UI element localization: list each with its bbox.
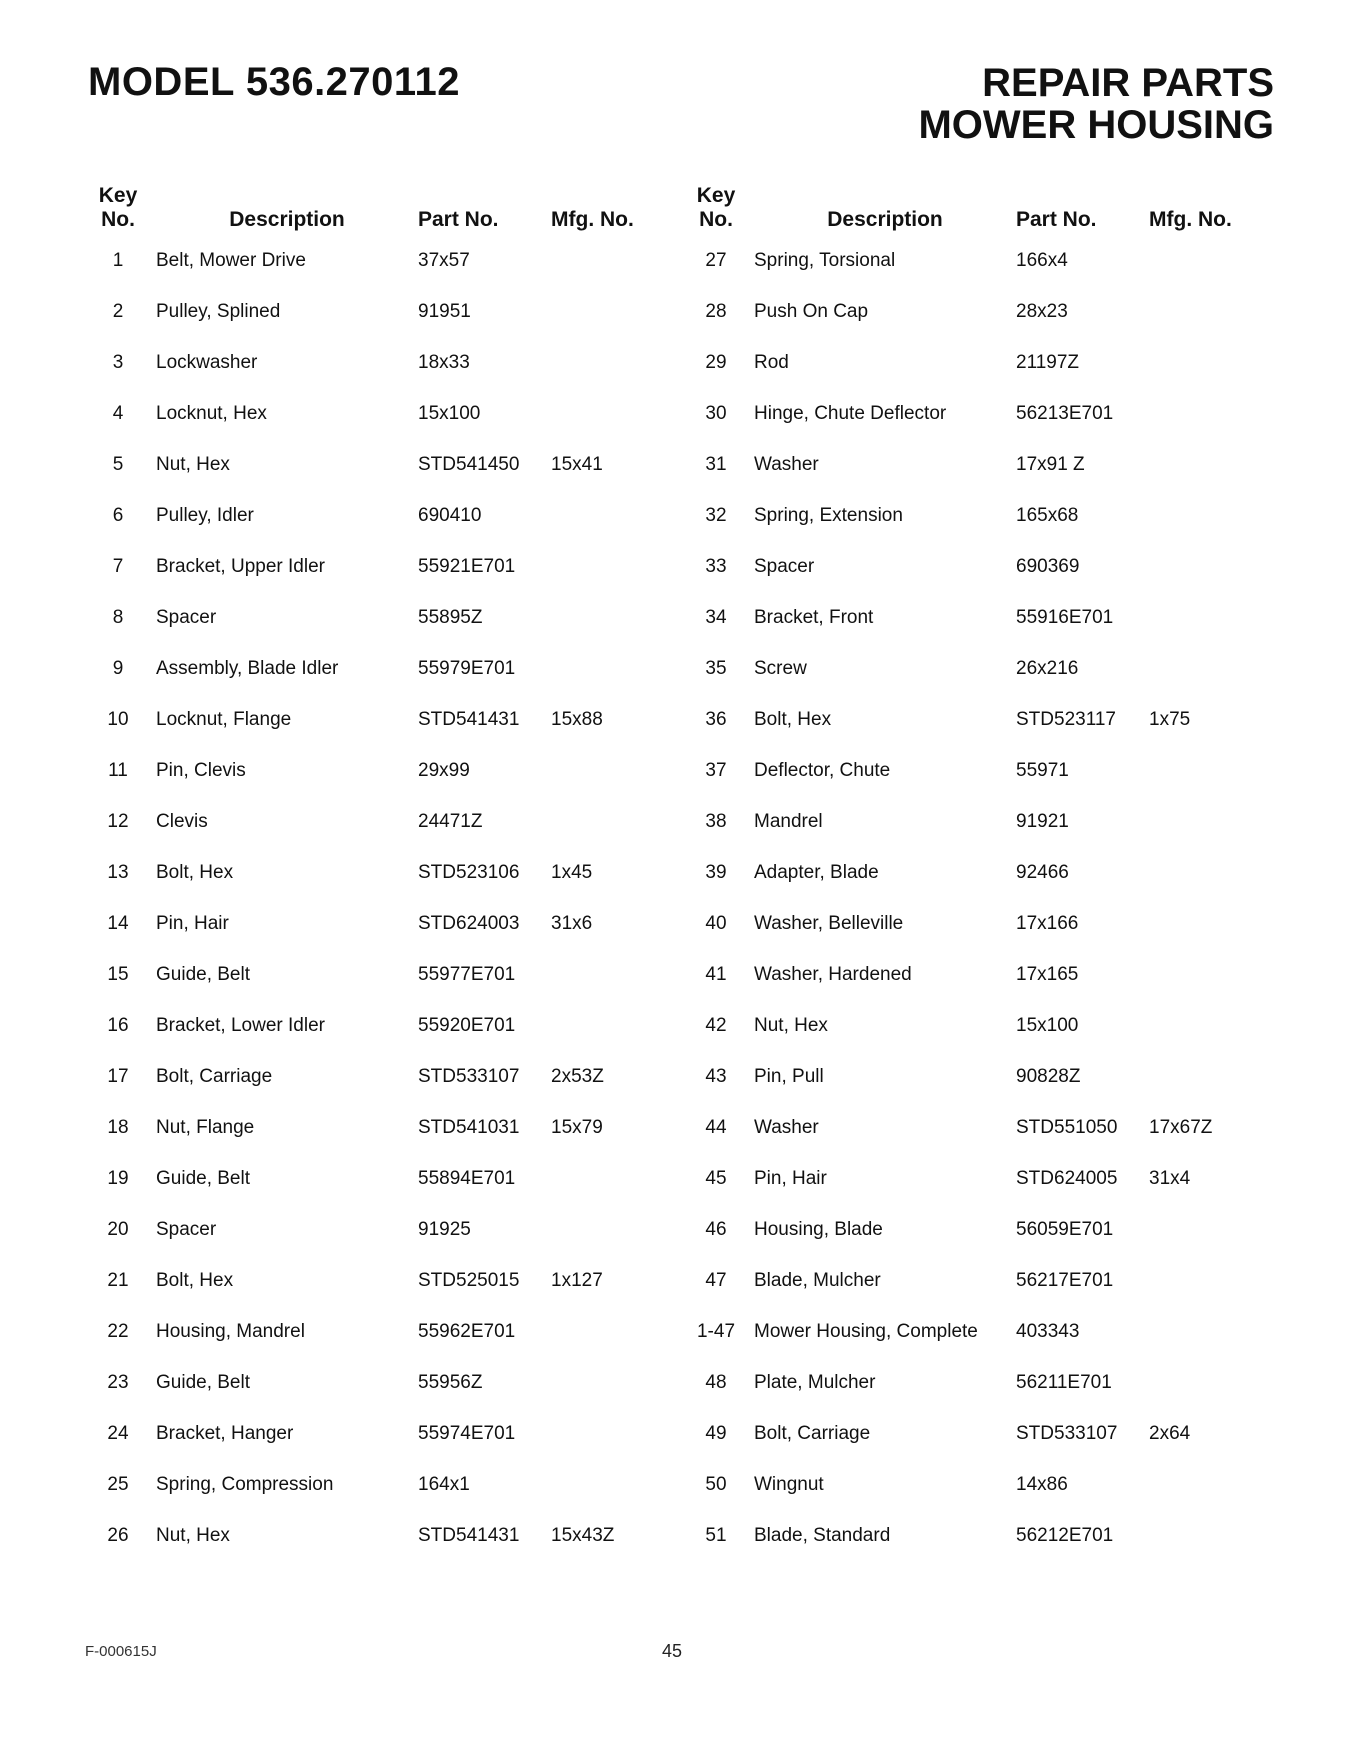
description-cell: Bolt, Hex [156,861,234,883]
mfg-no-cell [1149,847,1259,898]
description-cell: Nut, Hex [156,453,230,475]
key-no-cell: 33 [705,555,727,577]
part-no-cell: 15x100 [1016,1014,1079,1036]
table-row [88,1201,661,1252]
part-no-cell: 37x57 [418,249,470,271]
key-no-cell: 14 [107,912,129,934]
mfg-no-cell: 15x79 [551,1116,603,1138]
table-row [686,487,1259,538]
key-no-header [686,178,746,232]
key-no-cell: 1-47 [696,1320,736,1342]
description-cell: Locknut, Hex [156,402,267,424]
key-no-cell: 5 [112,453,124,475]
table-row [88,1303,661,1354]
description-cell: Guide, Belt [156,963,250,985]
mfg-no-cell: 1x75 [1149,708,1191,730]
mfg-no-cell [1149,388,1259,439]
part-no-cell: STD624005 [1016,1167,1118,1189]
description-cell: Blade, Mulcher [754,1269,881,1291]
table-header-row [88,178,661,232]
description-cell: Clevis [156,810,208,832]
mfg-no-cell [1149,1051,1259,1102]
table-row [686,640,1259,691]
model-title: MODEL 536.270112 [88,60,460,104]
key-no-cell: 25 [107,1473,129,1495]
key-header-line2: No. [699,208,733,231]
description-cell: Spring, Torsional [754,249,896,271]
mfg-no-cell: 15x88 [551,708,603,730]
key-no-cell: 2 [112,300,124,322]
mfg-no-cell [551,1153,661,1204]
key-header-line1: Key [98,184,138,207]
section-title-line2: MOWER HOUSING [918,103,1274,147]
mfg-no-cell [1149,1459,1259,1510]
mfg-no-cell [551,1306,661,1357]
key-no-cell: 11 [108,759,128,781]
description-cell: Bolt, Hex [156,1269,234,1291]
key-no-cell: 10 [107,708,129,730]
table-row [88,844,661,895]
table-row [88,385,661,436]
table-row [88,1048,661,1099]
mfg-no-cell [1149,643,1259,694]
key-no-cell: 38 [705,810,727,832]
table-row [88,946,661,997]
part-no-cell: 403343 [1016,1320,1080,1342]
mfg-no-cell [1149,337,1259,388]
part-no-cell: 56213E701 [1016,402,1114,424]
table-row [88,538,661,589]
part-no-cell: STD525015 [418,1269,520,1291]
mfg-no-cell: 1x127 [551,1269,603,1291]
description-cell: Guide, Belt [156,1167,250,1189]
mfg-no-cell [551,949,661,1000]
key-no-cell: 21 [107,1269,129,1291]
part-no-cell: 21197Z [1016,351,1080,373]
key-no-cell: 18 [107,1116,129,1138]
description-cell: Housing, Mandrel [156,1320,305,1342]
mfg-no-cell [551,1357,661,1408]
key-no-cell: 29 [705,351,727,373]
table-row [686,589,1259,640]
table-row [88,793,661,844]
mfg-no-cell: 31x6 [551,912,593,934]
footer-code: F-000615J [85,1643,157,1660]
description-cell: Nut, Hex [156,1524,230,1546]
table-row [88,640,661,691]
mfg-no-cell [551,337,661,388]
table-row [88,1507,661,1558]
table-row [686,895,1259,946]
mfg-no-cell: 31x4 [1149,1167,1191,1189]
description-cell: Pulley, Splined [156,300,281,322]
key-no-cell: 49 [705,1422,727,1444]
page-number: 45 [662,1641,683,1661]
description-cell: Washer, Belleville [754,912,904,934]
part-no-cell: 18x33 [418,351,470,373]
table-row [88,334,661,385]
key-no-cell: 8 [112,606,124,628]
mfg-no-cell [1149,439,1259,490]
mfg-no-cell [551,1000,661,1051]
table-row [686,1150,1259,1201]
part-no-cell: 24471Z [418,810,483,832]
table-header-row [686,178,1259,232]
table-row [88,232,661,283]
description-cell: Spring, Extension [754,504,903,526]
part-no-cell: 165x68 [1016,504,1079,526]
description-cell: Push On Cap [754,300,869,322]
table-row [88,1099,661,1150]
mfg-no-cell [551,286,661,337]
table-row [686,1099,1259,1150]
description-cell: Mower Housing, Complete [754,1320,978,1342]
description-cell: Adapter, Blade [754,861,879,883]
table-row [686,1252,1259,1303]
key-no-cell: 31 [705,453,727,475]
key-no-cell: 26 [107,1524,129,1546]
mfg-no-cell [551,1204,661,1255]
key-no-cell: 48 [705,1371,727,1393]
mfg-no-cell [551,745,661,796]
key-no-cell: 42 [705,1014,727,1036]
key-no-cell: 46 [705,1218,727,1240]
part-no-cell: STD551050 [1016,1116,1118,1138]
part-no-cell: 29x99 [418,759,470,781]
part-no-cell: 690410 [418,504,482,526]
key-no-cell: 32 [705,504,727,526]
mfg-no-cell [1149,1000,1259,1051]
table-row [88,436,661,487]
key-no-cell: 51 [705,1524,727,1546]
table-row [686,232,1259,283]
part-no-cell: 91921 [1016,810,1069,832]
key-header-line1: Key [696,184,736,207]
part-no-cell: 17x91 Z [1016,453,1085,475]
mfg-no-cell [551,1408,661,1459]
table-row [686,385,1259,436]
table-row [88,1354,661,1405]
parts-list-right [686,232,1259,1558]
part-no-cell: 55977E701 [418,963,516,985]
table-row [686,844,1259,895]
mfg-no-cell [551,541,661,592]
mfg-no-cell [551,796,661,847]
table-row [88,283,661,334]
table-row [686,1048,1259,1099]
description-cell: Washer [754,453,819,475]
part-no-cell: 91951 [418,300,471,322]
key-no-cell: 4 [112,402,124,424]
part-no-cell: 55956Z [418,1371,483,1393]
description-cell: Belt, Mower Drive [156,249,306,271]
description-cell: Rod [754,351,789,373]
part-no-cell: STD541450 [418,453,520,475]
mfg-no-cell: 2x64 [1149,1422,1191,1444]
key-no-cell: 40 [705,912,727,934]
table-row [686,1201,1259,1252]
description-cell: Pin, Hair [754,1167,827,1189]
description-cell: Bolt, Carriage [754,1422,871,1444]
parts-table-left [88,178,661,1558]
table-row [686,1456,1259,1507]
part-no-cell: STD533107 [418,1065,520,1087]
mfg-no-cell [1149,898,1259,949]
table-row [686,946,1259,997]
part-no-cell: 55971 [1016,759,1069,781]
table-row [88,691,661,742]
description-cell: Screw [754,657,807,679]
mfg-no-cell [1149,1255,1259,1306]
description-cell: Pin, Hair [156,912,229,934]
key-no-cell: 3 [112,351,124,373]
mfg-no-cell [1149,490,1259,541]
part-no-cell: 14x86 [1016,1473,1068,1495]
table-row [686,1303,1259,1354]
key-no-cell: 35 [705,657,727,679]
description-cell: Wingnut [754,1473,824,1495]
parts-table-right [686,178,1259,1558]
description-header: Description [827,208,943,231]
key-no-cell: 45 [705,1167,727,1189]
description-cell: Pin, Clevis [156,759,246,781]
part-no-header: Part No. [1016,208,1097,231]
section-title-line1: REPAIR PARTS [982,61,1274,105]
part-no-cell: STD541031 [418,1116,520,1138]
part-no-cell: STD533107 [1016,1422,1118,1444]
description-cell: Bolt, Carriage [156,1065,273,1087]
table-row [686,1354,1259,1405]
table-row [88,997,661,1048]
key-no-cell: 23 [107,1371,129,1393]
mfg-no-cell [1149,541,1259,592]
key-no-cell: 27 [705,249,727,271]
table-row [88,742,661,793]
key-no-header [88,178,148,232]
table-row [88,1405,661,1456]
part-no-cell: STD523106 [418,861,520,883]
part-no-cell: 164x1 [418,1473,470,1495]
table-row [686,997,1259,1048]
mfg-no-cell [1149,949,1259,1000]
key-no-cell: 12 [107,810,129,832]
mfg-no-cell: 17x67Z [1149,1116,1213,1138]
description-cell: Mandrel [754,810,823,832]
description-cell: Bracket, Front [754,606,874,628]
mfg-no-cell: 1x45 [551,861,593,883]
description-cell: Spacer [156,606,217,628]
part-no-cell: 91925 [418,1218,471,1240]
description-cell: Bolt, Hex [754,708,832,730]
description-cell: Pulley, Idler [156,504,254,526]
key-no-cell: 20 [107,1218,129,1240]
mfg-no-cell [1149,1204,1259,1255]
part-no-cell: 55894E701 [418,1167,516,1189]
description-cell: Bracket, Upper Idler [156,555,325,577]
part-no-cell: 56212E701 [1016,1524,1114,1546]
mfg-no-cell [551,592,661,643]
description-cell: Hinge, Chute Deflector [754,402,947,424]
table-row [686,793,1259,844]
key-no-cell: 6 [112,504,124,526]
key-no-cell: 44 [705,1116,727,1138]
table-row [686,742,1259,793]
key-no-cell: 7 [112,555,124,577]
mfg-no-cell [551,490,661,541]
description-cell: Plate, Mulcher [754,1371,876,1393]
part-no-cell: 55916E701 [1016,606,1114,628]
mfg-no-cell [1149,796,1259,847]
description-cell: Bracket, Lower Idler [156,1014,325,1036]
part-no-cell: 55979E701 [418,657,516,679]
description-cell: Spacer [156,1218,217,1240]
parts-list-left [88,232,661,1558]
part-no-cell: STD523117 [1016,708,1116,730]
part-no-cell: 55921E701 [418,555,516,577]
mfg-no-cell [551,643,661,694]
description-cell: Assembly, Blade Idler [156,657,339,679]
table-row [88,1150,661,1201]
part-no-cell: 56217E701 [1016,1269,1114,1291]
description-cell: Washer [754,1116,819,1138]
key-no-cell: 13 [107,861,129,883]
description-cell: Bracket, Hanger [156,1422,294,1444]
part-no-cell: 56059E701 [1016,1218,1114,1240]
description-cell: Nut, Flange [156,1116,255,1138]
table-row [88,487,661,538]
mfg-no-cell [1149,1357,1259,1408]
mfg-no-cell [1149,592,1259,643]
mfg-no-cell [1149,286,1259,337]
table-row [88,589,661,640]
mfg-no-cell [1149,1306,1259,1357]
part-no-cell: 17x165 [1016,963,1079,985]
mfg-no-header: Mfg. No. [1149,208,1232,231]
key-no-cell: 30 [705,402,727,424]
description-cell: Housing, Blade [754,1218,883,1240]
description-cell: Deflector, Chute [754,759,891,781]
key-no-cell: 43 [705,1065,727,1087]
part-no-cell: 15x100 [418,402,481,424]
part-no-cell: 92466 [1016,861,1069,883]
mfg-no-cell: 15x43Z [551,1524,615,1546]
key-no-cell: 15 [107,963,129,985]
part-no-cell: 55895Z [418,606,483,628]
part-no-cell: 55962E701 [418,1320,516,1342]
part-no-cell: 55974E701 [418,1422,516,1444]
section-title [918,62,1274,146]
key-no-cell: 17 [107,1065,129,1087]
mfg-no-header: Mfg. No. [551,208,634,231]
mfg-no-cell [1149,745,1259,796]
part-no-cell: 55920E701 [418,1014,516,1036]
part-no-cell: STD541431 [418,708,520,730]
description-cell: Washer, Hardened [754,963,912,985]
mfg-no-cell [551,235,661,286]
key-no-cell: 24 [107,1422,129,1444]
mfg-no-cell: 2x53Z [551,1065,604,1087]
part-no-header: Part No. [418,208,499,231]
part-no-cell: 17x166 [1016,912,1079,934]
key-header-line2: No. [101,208,135,231]
part-no-cell: 166x4 [1016,249,1068,271]
part-no-cell: 26x216 [1016,657,1079,679]
mfg-no-cell [551,388,661,439]
part-no-cell: STD624003 [418,912,520,934]
key-no-cell: 41 [705,963,727,985]
table-row [88,1252,661,1303]
description-cell: Spacer [754,555,815,577]
key-no-cell: 50 [705,1473,727,1495]
description-cell: Spring, Compression [156,1473,334,1495]
mfg-no-cell [1149,235,1259,286]
part-no-cell: STD541431 [418,1524,520,1546]
part-no-cell: 90828Z [1016,1065,1081,1087]
key-no-cell: 1 [112,249,124,271]
table-row [686,334,1259,385]
mfg-no-cell: 15x41 [551,453,603,475]
key-no-cell: 36 [705,708,727,730]
description-cell: Blade, Standard [754,1524,891,1546]
description-cell: Locknut, Flange [156,708,292,730]
description-header: Description [229,208,345,231]
table-row [686,1405,1259,1456]
description-cell: Lockwasher [156,351,258,373]
part-no-cell: 690369 [1016,555,1080,577]
key-no-cell: 34 [705,606,727,628]
description-cell: Nut, Hex [754,1014,828,1036]
part-no-cell: 28x23 [1016,300,1068,322]
table-row [686,436,1259,487]
description-cell: Guide, Belt [156,1371,250,1393]
table-row [686,538,1259,589]
table-row [686,283,1259,334]
key-no-cell: 28 [705,300,727,322]
table-row [686,1507,1259,1558]
mfg-no-cell [551,1459,661,1510]
table-row [686,691,1259,742]
key-no-cell: 16 [107,1014,129,1036]
description-cell: Pin, Pull [754,1065,824,1087]
table-row [88,895,661,946]
key-no-cell: 19 [107,1167,129,1189]
key-no-cell: 39 [705,861,727,883]
key-no-cell: 22 [107,1320,129,1342]
mfg-no-cell [1149,1510,1259,1561]
part-no-cell: 56211E701 [1016,1371,1112,1393]
key-no-cell: 37 [705,759,727,781]
table-row [88,1456,661,1507]
key-no-cell: 9 [112,657,124,679]
key-no-cell: 47 [705,1269,727,1291]
